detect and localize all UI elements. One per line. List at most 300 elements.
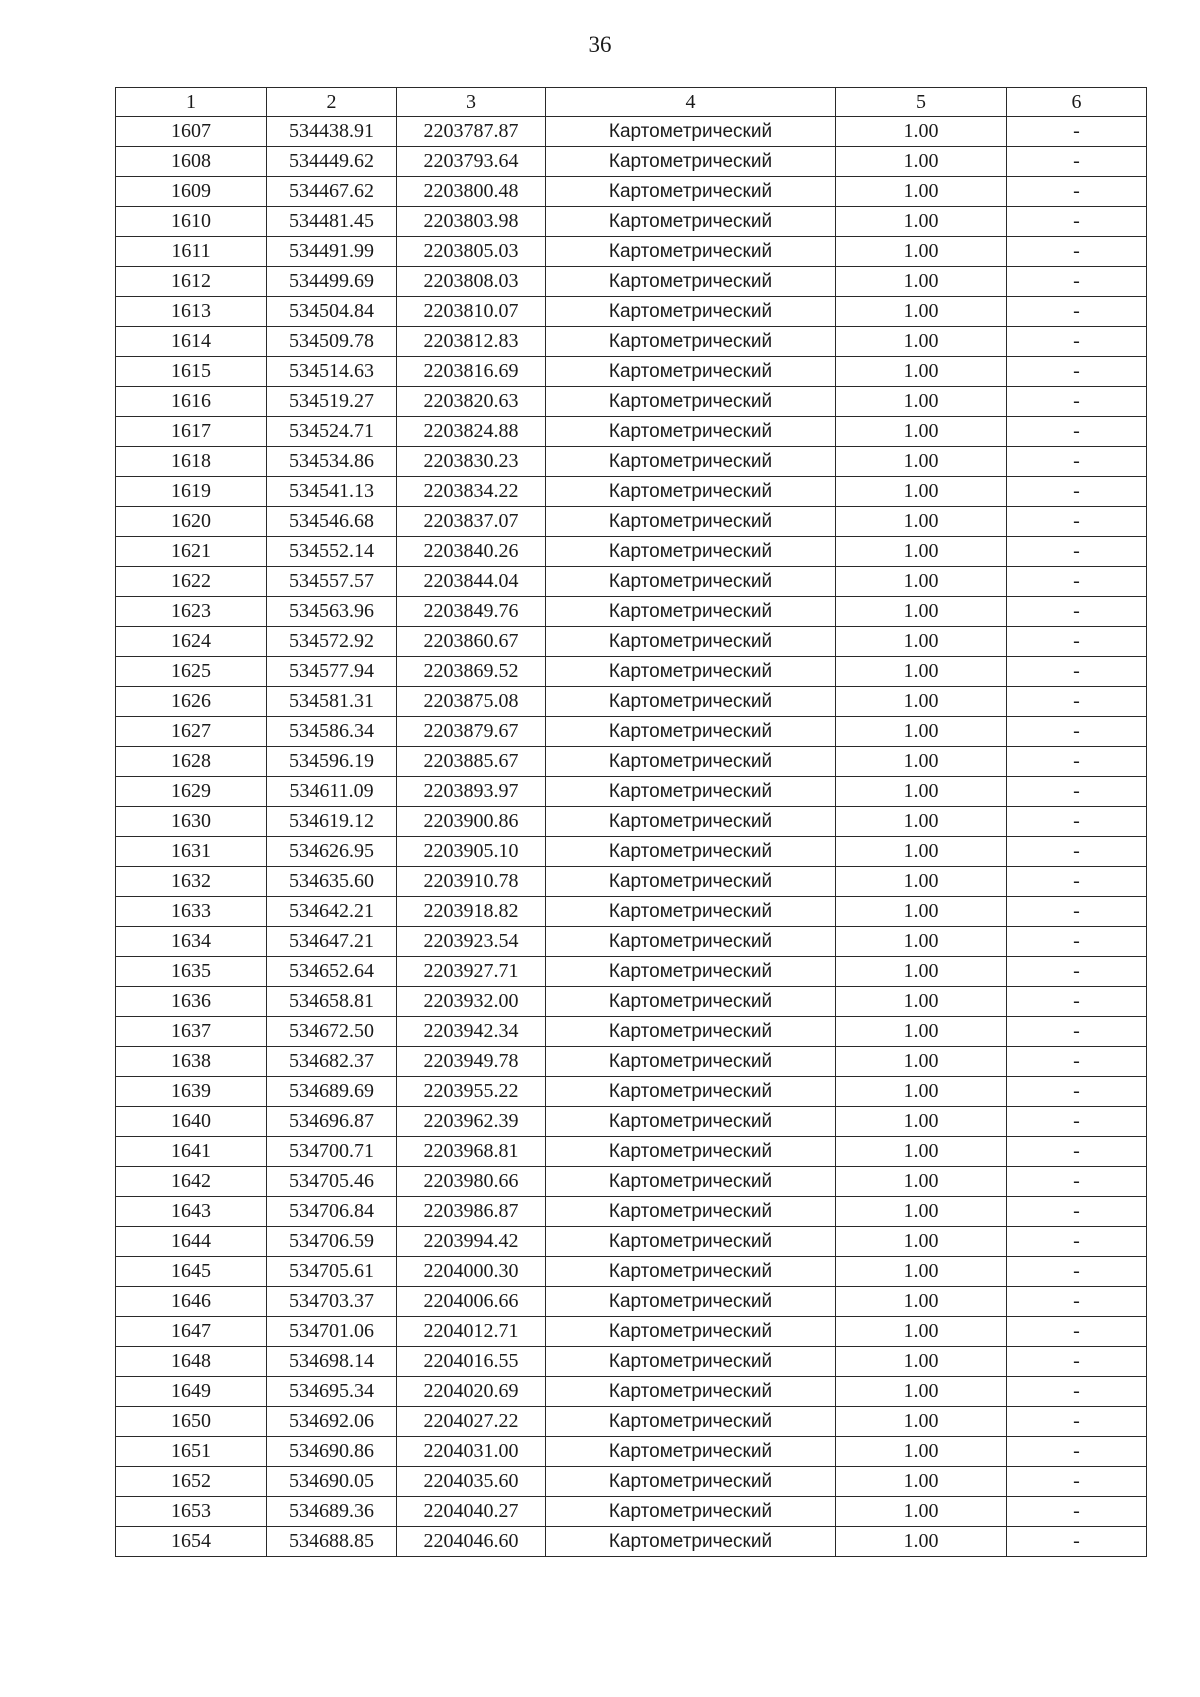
point-number-cell: 1614 — [116, 327, 267, 357]
point-number-cell: 1643 — [116, 1197, 267, 1227]
accuracy-cell: 1.00 — [836, 1407, 1007, 1437]
y-coordinate-cell: 2203824.88 — [397, 417, 546, 447]
accuracy-cell: 1.00 — [836, 1437, 1007, 1467]
accuracy-cell: 1.00 — [836, 297, 1007, 327]
x-coordinate-cell: 534705.46 — [267, 1167, 397, 1197]
x-coordinate-cell: 534695.34 — [267, 1377, 397, 1407]
description-cell: - — [1007, 1227, 1147, 1257]
y-coordinate-cell: 2203900.86 — [397, 807, 546, 837]
point-number-cell: 1634 — [116, 927, 267, 957]
description-cell: - — [1007, 1197, 1147, 1227]
y-coordinate-cell: 2203905.10 — [397, 837, 546, 867]
y-coordinate-cell: 2203932.00 — [397, 987, 546, 1017]
table-row — [116, 597, 1147, 627]
description-cell: - — [1007, 1107, 1147, 1137]
description-cell: - — [1007, 747, 1147, 777]
description-cell: - — [1007, 1167, 1147, 1197]
point-number-cell: 1608 — [116, 147, 267, 177]
point-number-cell: 1649 — [116, 1377, 267, 1407]
y-coordinate-cell: 2203994.42 — [397, 1227, 546, 1257]
x-coordinate-cell: 534703.37 — [267, 1287, 397, 1317]
method-cell: Картометрический — [546, 777, 836, 807]
point-number-cell: 1647 — [116, 1317, 267, 1347]
accuracy-cell: 1.00 — [836, 237, 1007, 267]
point-number-cell: 1652 — [116, 1467, 267, 1497]
point-number-cell: 1630 — [116, 807, 267, 837]
accuracy-cell: 1.00 — [836, 117, 1007, 147]
method-cell: Картометрический — [546, 1197, 836, 1227]
x-coordinate-cell: 534557.57 — [267, 567, 397, 597]
method-cell: Картометрический — [546, 417, 836, 447]
accuracy-cell: 1.00 — [836, 1137, 1007, 1167]
accuracy-cell: 1.00 — [836, 1017, 1007, 1047]
accuracy-cell: 1.00 — [836, 387, 1007, 417]
method-cell: Картометрический — [546, 237, 836, 267]
description-cell: - — [1007, 987, 1147, 1017]
y-coordinate-cell: 2203918.82 — [397, 897, 546, 927]
x-coordinate-cell: 534682.37 — [267, 1047, 397, 1077]
x-coordinate-cell: 534689.69 — [267, 1077, 397, 1107]
point-number-cell: 1620 — [116, 507, 267, 537]
table-row — [116, 1437, 1147, 1467]
accuracy-cell: 1.00 — [836, 1527, 1007, 1557]
table-row — [116, 1077, 1147, 1107]
column-header-3: 3 — [397, 88, 546, 117]
y-coordinate-cell: 2203787.87 — [397, 117, 546, 147]
description-cell: - — [1007, 387, 1147, 417]
x-coordinate-cell: 534689.36 — [267, 1497, 397, 1527]
table-row — [116, 357, 1147, 387]
method-cell: Картометрический — [546, 1287, 836, 1317]
table-row — [116, 657, 1147, 687]
table-row — [116, 117, 1147, 147]
method-cell: Картометрический — [546, 1377, 836, 1407]
y-coordinate-cell: 2203820.63 — [397, 387, 546, 417]
method-cell: Картометрический — [546, 1437, 836, 1467]
y-coordinate-cell: 2204016.55 — [397, 1347, 546, 1377]
x-coordinate-cell: 534577.94 — [267, 657, 397, 687]
point-number-cell: 1617 — [116, 417, 267, 447]
description-cell: - — [1007, 507, 1147, 537]
point-number-cell: 1653 — [116, 1497, 267, 1527]
description-cell: - — [1007, 1497, 1147, 1527]
accuracy-cell: 1.00 — [836, 537, 1007, 567]
y-coordinate-cell: 2204020.69 — [397, 1377, 546, 1407]
point-number-cell: 1640 — [116, 1107, 267, 1137]
y-coordinate-cell: 2203869.52 — [397, 657, 546, 687]
x-coordinate-cell: 534705.61 — [267, 1257, 397, 1287]
x-coordinate-cell: 534696.87 — [267, 1107, 397, 1137]
point-number-cell: 1639 — [116, 1077, 267, 1107]
description-cell: - — [1007, 1077, 1147, 1107]
accuracy-cell: 1.00 — [836, 687, 1007, 717]
header-row — [116, 88, 1147, 117]
accuracy-cell: 1.00 — [836, 987, 1007, 1017]
x-coordinate-cell: 534514.63 — [267, 357, 397, 387]
table-row — [116, 687, 1147, 717]
point-number-cell: 1648 — [116, 1347, 267, 1377]
description-cell: - — [1007, 537, 1147, 567]
column-header-6: 6 — [1007, 88, 1147, 117]
accuracy-cell: 1.00 — [836, 1347, 1007, 1377]
method-cell: Картометрический — [546, 807, 836, 837]
accuracy-cell: 1.00 — [836, 1077, 1007, 1107]
y-coordinate-cell: 2203942.34 — [397, 1017, 546, 1047]
description-cell: - — [1007, 417, 1147, 447]
y-coordinate-cell: 2203812.83 — [397, 327, 546, 357]
method-cell: Картометрический — [546, 477, 836, 507]
x-coordinate-cell: 534635.60 — [267, 867, 397, 897]
method-cell: Картометрический — [546, 507, 836, 537]
accuracy-cell: 1.00 — [836, 1167, 1007, 1197]
point-number-cell: 1645 — [116, 1257, 267, 1287]
x-coordinate-cell: 534698.14 — [267, 1347, 397, 1377]
point-number-cell: 1637 — [116, 1017, 267, 1047]
method-cell: Картометрический — [546, 1527, 836, 1557]
table-row — [116, 717, 1147, 747]
method-cell: Картометрический — [546, 1017, 836, 1047]
table-row — [116, 1527, 1147, 1557]
accuracy-cell: 1.00 — [836, 267, 1007, 297]
table-row — [116, 627, 1147, 657]
description-cell: - — [1007, 297, 1147, 327]
accuracy-cell: 1.00 — [836, 177, 1007, 207]
table-row — [116, 267, 1147, 297]
table-row — [116, 1047, 1147, 1077]
y-coordinate-cell: 2203893.97 — [397, 777, 546, 807]
accuracy-cell: 1.00 — [836, 1047, 1007, 1077]
method-cell: Картометрический — [546, 957, 836, 987]
table-row — [116, 297, 1147, 327]
description-cell: - — [1007, 807, 1147, 837]
x-coordinate-cell: 534572.92 — [267, 627, 397, 657]
accuracy-cell: 1.00 — [836, 447, 1007, 477]
y-coordinate-cell: 2203875.08 — [397, 687, 546, 717]
point-number-cell: 1625 — [116, 657, 267, 687]
method-cell: Картометрический — [546, 117, 836, 147]
method-cell: Картометрический — [546, 1227, 836, 1257]
accuracy-cell: 1.00 — [836, 327, 1007, 357]
point-number-cell: 1642 — [116, 1167, 267, 1197]
x-coordinate-cell: 534524.71 — [267, 417, 397, 447]
table-row — [116, 327, 1147, 357]
table-row — [116, 1377, 1147, 1407]
column-header-5: 5 — [836, 88, 1007, 117]
point-number-cell: 1632 — [116, 867, 267, 897]
x-coordinate-cell: 534581.31 — [267, 687, 397, 717]
y-coordinate-cell: 2204006.66 — [397, 1287, 546, 1317]
point-number-cell: 1626 — [116, 687, 267, 717]
accuracy-cell: 1.00 — [836, 867, 1007, 897]
x-coordinate-cell: 534586.34 — [267, 717, 397, 747]
description-cell: - — [1007, 357, 1147, 387]
x-coordinate-cell: 534481.45 — [267, 207, 397, 237]
method-cell: Картометрический — [546, 1257, 836, 1287]
accuracy-cell: 1.00 — [836, 897, 1007, 927]
accuracy-cell: 1.00 — [836, 657, 1007, 687]
method-cell: Картометрический — [546, 177, 836, 207]
point-number-cell: 1619 — [116, 477, 267, 507]
y-coordinate-cell: 2203844.04 — [397, 567, 546, 597]
y-coordinate-cell: 2203910.78 — [397, 867, 546, 897]
accuracy-cell: 1.00 — [836, 777, 1007, 807]
x-coordinate-cell: 534552.14 — [267, 537, 397, 567]
table-row — [116, 1497, 1147, 1527]
table-row — [116, 417, 1147, 447]
column-header-4: 4 — [546, 88, 836, 117]
point-number-cell: 1636 — [116, 987, 267, 1017]
y-coordinate-cell: 2204027.22 — [397, 1407, 546, 1437]
method-cell: Картометрический — [546, 147, 836, 177]
accuracy-cell: 1.00 — [836, 927, 1007, 957]
y-coordinate-cell: 2203949.78 — [397, 1047, 546, 1077]
x-coordinate-cell: 534491.99 — [267, 237, 397, 267]
point-number-cell: 1623 — [116, 597, 267, 627]
table-row — [116, 507, 1147, 537]
point-number-cell: 1624 — [116, 627, 267, 657]
method-cell: Картометрический — [546, 597, 836, 627]
table-row — [116, 237, 1147, 267]
table-row — [116, 1317, 1147, 1347]
description-cell: - — [1007, 927, 1147, 957]
point-number-cell: 1622 — [116, 567, 267, 597]
description-cell: - — [1007, 147, 1147, 177]
point-number-cell: 1650 — [116, 1407, 267, 1437]
table-row — [116, 1137, 1147, 1167]
table-row — [116, 837, 1147, 867]
point-number-cell: 1646 — [116, 1287, 267, 1317]
point-number-cell: 1628 — [116, 747, 267, 777]
x-coordinate-cell: 534692.06 — [267, 1407, 397, 1437]
description-cell: - — [1007, 1527, 1147, 1557]
method-cell: Картометрический — [546, 717, 836, 747]
table-row — [116, 867, 1147, 897]
description-cell: - — [1007, 567, 1147, 597]
method-cell: Картометрический — [546, 1107, 836, 1137]
point-number-cell: 1621 — [116, 537, 267, 567]
x-coordinate-cell: 534688.85 — [267, 1527, 397, 1557]
accuracy-cell: 1.00 — [836, 1317, 1007, 1347]
accuracy-cell: 1.00 — [836, 207, 1007, 237]
accuracy-cell: 1.00 — [836, 1197, 1007, 1227]
accuracy-cell: 1.00 — [836, 1377, 1007, 1407]
description-cell: - — [1007, 897, 1147, 927]
y-coordinate-cell: 2203837.07 — [397, 507, 546, 537]
accuracy-cell: 1.00 — [836, 837, 1007, 867]
y-coordinate-cell: 2203793.64 — [397, 147, 546, 177]
x-coordinate-cell: 534611.09 — [267, 777, 397, 807]
method-cell: Картометрический — [546, 1497, 836, 1527]
accuracy-cell: 1.00 — [836, 957, 1007, 987]
accuracy-cell: 1.00 — [836, 1497, 1007, 1527]
method-cell: Картометрический — [546, 657, 836, 687]
table-row — [116, 1197, 1147, 1227]
table-row — [116, 1407, 1147, 1437]
accuracy-cell: 1.00 — [836, 417, 1007, 447]
table-row — [116, 1167, 1147, 1197]
y-coordinate-cell: 2203980.66 — [397, 1167, 546, 1197]
method-cell: Картометрический — [546, 537, 836, 567]
description-cell: - — [1007, 327, 1147, 357]
column-header-2: 2 — [267, 88, 397, 117]
description-cell: - — [1007, 1287, 1147, 1317]
method-cell: Картометрический — [546, 267, 836, 297]
table-header — [116, 88, 1147, 117]
method-cell: Картометрический — [546, 567, 836, 597]
description-cell: - — [1007, 1467, 1147, 1497]
method-cell: Картометрический — [546, 1407, 836, 1437]
y-coordinate-cell: 2203800.48 — [397, 177, 546, 207]
method-cell: Картометрический — [546, 297, 836, 327]
y-coordinate-cell: 2204035.60 — [397, 1467, 546, 1497]
table-row — [116, 927, 1147, 957]
point-number-cell: 1651 — [116, 1437, 267, 1467]
table-row — [116, 477, 1147, 507]
table-row — [116, 1257, 1147, 1287]
x-coordinate-cell: 534700.71 — [267, 1137, 397, 1167]
description-cell: - — [1007, 597, 1147, 627]
x-coordinate-cell: 534449.62 — [267, 147, 397, 177]
description-cell: - — [1007, 1017, 1147, 1047]
y-coordinate-cell: 2203879.67 — [397, 717, 546, 747]
y-coordinate-cell: 2203885.67 — [397, 747, 546, 777]
accuracy-cell: 1.00 — [836, 1287, 1007, 1317]
point-number-cell: 1611 — [116, 237, 267, 267]
description-cell: - — [1007, 957, 1147, 987]
x-coordinate-cell: 534519.27 — [267, 387, 397, 417]
x-coordinate-cell: 534504.84 — [267, 297, 397, 327]
table-row — [116, 387, 1147, 417]
method-cell: Картометрический — [546, 447, 836, 477]
description-cell: - — [1007, 1257, 1147, 1287]
y-coordinate-cell: 2203803.98 — [397, 207, 546, 237]
point-number-cell: 1618 — [116, 447, 267, 477]
point-number-cell: 1615 — [116, 357, 267, 387]
y-coordinate-cell: 2203805.03 — [397, 237, 546, 267]
point-number-cell: 1610 — [116, 207, 267, 237]
page-number: 36 — [588, 32, 612, 57]
method-cell: Картометрический — [546, 1317, 836, 1347]
description-cell: - — [1007, 867, 1147, 897]
description-cell: - — [1007, 777, 1147, 807]
method-cell: Картометрический — [546, 747, 836, 777]
point-number-cell: 1613 — [116, 297, 267, 327]
description-cell: - — [1007, 1317, 1147, 1347]
x-coordinate-cell: 534652.64 — [267, 957, 397, 987]
method-cell: Картометрический — [546, 1077, 836, 1107]
description-cell: - — [1007, 1047, 1147, 1077]
description-cell: - — [1007, 657, 1147, 687]
description-cell: - — [1007, 477, 1147, 507]
accuracy-cell: 1.00 — [836, 1107, 1007, 1137]
table-body — [116, 117, 1147, 1557]
description-cell: - — [1007, 177, 1147, 207]
point-number-cell: 1627 — [116, 717, 267, 747]
table-row — [116, 957, 1147, 987]
point-number-cell: 1654 — [116, 1527, 267, 1557]
table-row — [116, 447, 1147, 477]
description-cell: - — [1007, 237, 1147, 267]
table-row — [116, 1287, 1147, 1317]
y-coordinate-cell: 2203830.23 — [397, 447, 546, 477]
point-number-cell: 1638 — [116, 1047, 267, 1077]
method-cell: Картометрический — [546, 987, 836, 1017]
accuracy-cell: 1.00 — [836, 507, 1007, 537]
x-coordinate-cell: 534619.12 — [267, 807, 397, 837]
method-cell: Картометрический — [546, 1467, 836, 1497]
coordinates-table — [115, 87, 1147, 1557]
method-cell: Картометрический — [546, 357, 836, 387]
y-coordinate-cell: 2203810.07 — [397, 297, 546, 327]
description-cell: - — [1007, 267, 1147, 297]
method-cell: Картометрический — [546, 1137, 836, 1167]
x-coordinate-cell: 534596.19 — [267, 747, 397, 777]
y-coordinate-cell: 2203834.22 — [397, 477, 546, 507]
y-coordinate-cell: 2203849.76 — [397, 597, 546, 627]
y-coordinate-cell: 2203955.22 — [397, 1077, 546, 1107]
point-number-cell: 1607 — [116, 117, 267, 147]
y-coordinate-cell: 2203816.69 — [397, 357, 546, 387]
y-coordinate-cell: 2203840.26 — [397, 537, 546, 567]
accuracy-cell: 1.00 — [836, 597, 1007, 627]
method-cell: Картометрический — [546, 927, 836, 957]
accuracy-cell: 1.00 — [836, 357, 1007, 387]
method-cell: Картометрический — [546, 837, 836, 867]
accuracy-cell: 1.00 — [836, 747, 1007, 777]
x-coordinate-cell: 534647.21 — [267, 927, 397, 957]
y-coordinate-cell: 2203860.67 — [397, 627, 546, 657]
point-number-cell: 1629 — [116, 777, 267, 807]
table-row — [116, 987, 1147, 1017]
method-cell: Картометрический — [546, 897, 836, 927]
table-row — [116, 807, 1147, 837]
y-coordinate-cell: 2203968.81 — [397, 1137, 546, 1167]
method-cell: Картометрический — [546, 1167, 836, 1197]
x-coordinate-cell: 534541.13 — [267, 477, 397, 507]
description-cell: - — [1007, 207, 1147, 237]
method-cell: Картометрический — [546, 387, 836, 417]
x-coordinate-cell: 534563.96 — [267, 597, 397, 627]
x-coordinate-cell: 534546.68 — [267, 507, 397, 537]
point-number-cell: 1644 — [116, 1227, 267, 1257]
method-cell: Картометрический — [546, 627, 836, 657]
description-cell: - — [1007, 627, 1147, 657]
x-coordinate-cell: 534499.69 — [267, 267, 397, 297]
description-cell: - — [1007, 1437, 1147, 1467]
method-cell: Картометрический — [546, 327, 836, 357]
table-row — [116, 777, 1147, 807]
table-row — [116, 147, 1147, 177]
table-row — [116, 1107, 1147, 1137]
table-row — [116, 747, 1147, 777]
method-cell: Картометрический — [546, 1347, 836, 1377]
table-row — [116, 1227, 1147, 1257]
accuracy-cell: 1.00 — [836, 807, 1007, 837]
y-coordinate-cell: 2203927.71 — [397, 957, 546, 987]
y-coordinate-cell: 2204040.27 — [397, 1497, 546, 1527]
method-cell: Картометрический — [546, 1047, 836, 1077]
description-cell: - — [1007, 1377, 1147, 1407]
y-coordinate-cell: 2203808.03 — [397, 267, 546, 297]
description-cell: - — [1007, 687, 1147, 717]
x-coordinate-cell: 534467.62 — [267, 177, 397, 207]
method-cell: Картометрический — [546, 867, 836, 897]
accuracy-cell: 1.00 — [836, 477, 1007, 507]
x-coordinate-cell: 534706.59 — [267, 1227, 397, 1257]
x-coordinate-cell: 534626.95 — [267, 837, 397, 867]
y-coordinate-cell: 2203962.39 — [397, 1107, 546, 1137]
description-cell: - — [1007, 1137, 1147, 1167]
